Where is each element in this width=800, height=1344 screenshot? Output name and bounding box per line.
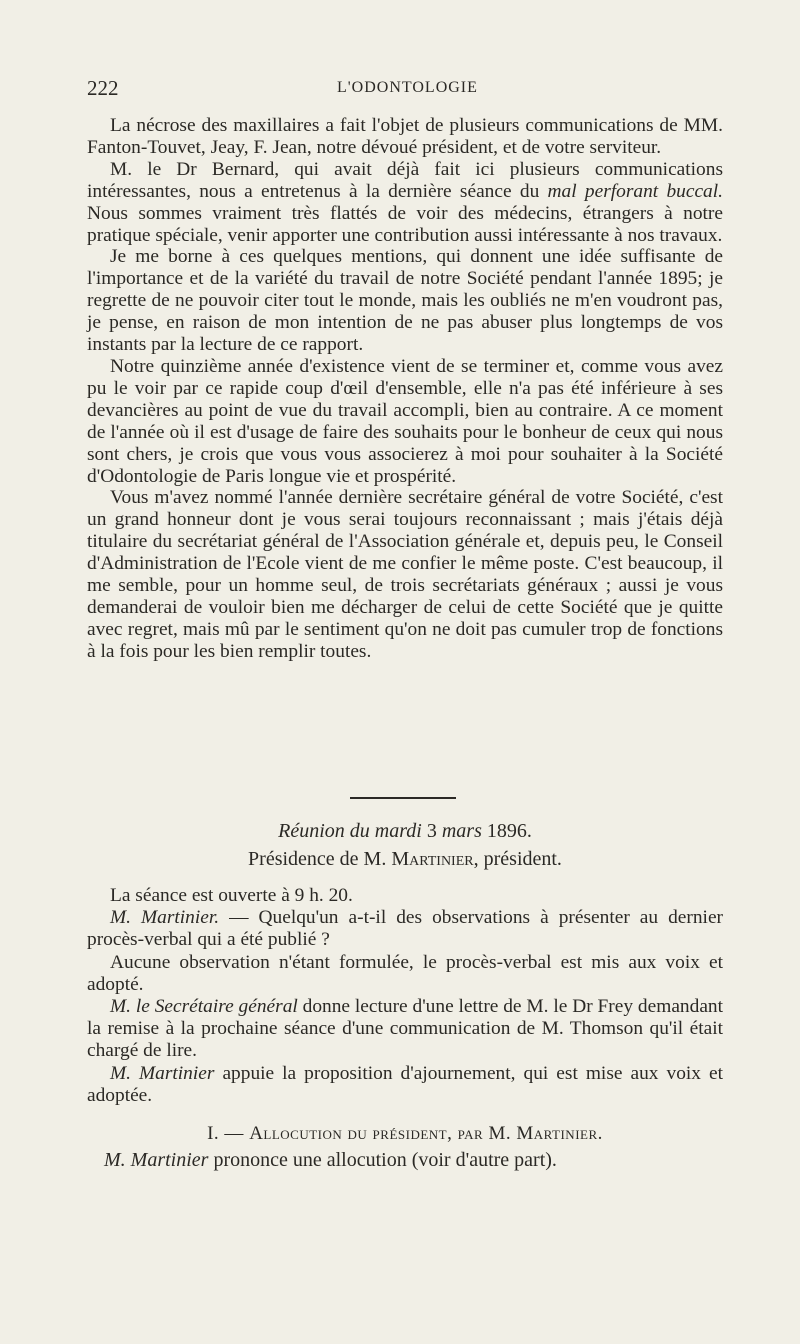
speaker: M. le Secrétaire général (110, 996, 298, 1018)
emphasis: mal perforant buccal. (547, 180, 723, 202)
paragraph: Je me borne à ces quelques mentions, qui donnent une idée suffisante de l'importance et de la variété du travail de notre Société pendant l'année 1895; je regrette de ne pouvoir citer tout le monde, mais les oubliés ne m'en voudront pas, je pense, en raison de mon intention de ne pas abuser plus longtemps de vos instants par la lecture de ce rapport. (87, 246, 723, 356)
closing-paragraph: M. Martinier prononce une allocution (voir d'autre part). (104, 1149, 557, 1171)
speaker: M. Martinier. (110, 907, 220, 929)
paragraph: Notre quinzième année d'existence vient de se terminer et, comme vous avez pu le voir par ce rapide coup d'œil d'ensemble, elle n'a pas été inférieure à ses devancières au point de vue du travail accompli, bien au contraire. A ce moment de l'année où il est d'usage de faire des souhaits pour le bonheur de ceux qui nous sont chers, je crois que vous vous associerez à moi pour souhaiter à la Société d'Odontologie de Paris longue vie et prospérité. (87, 355, 723, 487)
paragraph: M. Martinier. — Quelqu'un a-t-il des observations à présenter au dernier procès-verbal qui a été publié ? (87, 907, 724, 951)
speaker: M. Martinier (104, 1149, 209, 1171)
paragraph: M. le Dr Bernard, qui avait déjà fait ici plusieurs communications intéressantes, nous a entretenus à la dernière séance du mal perforant buccal. Nous sommes vraiment très flattés de voir des médecins, étrangers à notre pratique spéciale, venir apporter une contribution aussi intéressante à nos travaux. (87, 158, 723, 246)
paragraph: La séance est ouverte à 9 h. 20. (110, 885, 353, 906)
section-heading: I. — Allocution du président, par M. Martinier. (207, 1123, 603, 1144)
presidence-line: Présidence de M. Martinier, président. (248, 848, 562, 870)
speaker: M. Martinier (110, 1062, 215, 1084)
paragraph: Aucune observation n'étant formulée, le procès-verbal est mis aux voix et adopté. (87, 951, 723, 995)
running-title: L'ODONTOLOGIE (337, 79, 478, 96)
paragraph: Vous m'avez nommé l'année dernière secrétaire général de votre Société, c'est un grand honneur dont je vous serai toujours reconnaissant ; mais j'étais déjà titulaire du secrétariat général de l'Association générale et, depuis peu, le Conseil d'Administration de l'Ecole vient de me confier le même poste. C'est beaucoup, il me semble, pour un homme seul, de trois secrétariats généraux ; aussi je vous demanderai de vouloir bien me décharger de celui de cette Société que je quitte avec regret, mais mû par le sentiment qu'on ne doit pas cumuler trop de fonctions à la fois pour les bien remplir toutes. (87, 487, 723, 662)
running-header (87, 76, 712, 102)
paragraph: La nécrose des maxillaires a fait l'objet de plusieurs communications de MM. Fanton-Touvet, Jeay, F. Jean, notre dévoué président, et de votre serviteur. (87, 115, 723, 158)
page-number: 222 (87, 76, 119, 100)
paragraph: M. Martinier appuie la proposition d'ajournement, qui est mise aux voix et adoptée. (87, 1062, 723, 1106)
paragraph: M. le Secrétaire général donne lecture d'une lettre de M. le Dr Frey demandant la remise à la prochaine séance d'une communication de M. Thomson qu'il était chargé de lire. (87, 996, 724, 1062)
minutes-body (87, 885, 723, 1107)
meeting-title: Réunion du mardi 3 mars 1896. (278, 820, 532, 842)
report-body (87, 115, 723, 663)
section-divider (350, 797, 456, 799)
